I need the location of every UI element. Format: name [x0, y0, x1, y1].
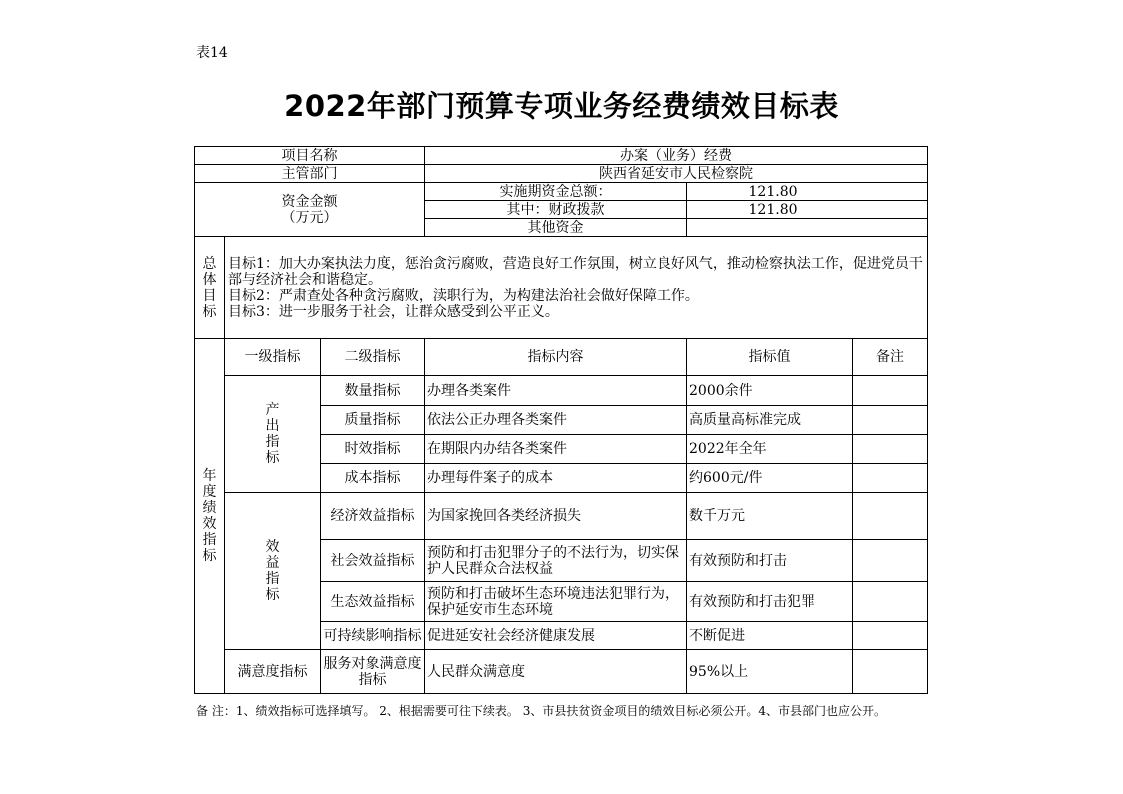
project-name-value: 办案（业务）经费 — [425, 147, 928, 165]
annual-char: 度 — [202, 484, 217, 500]
header-content: 指标内容 — [425, 339, 687, 376]
overall-goal-char: 总 — [202, 255, 217, 272]
remark-cell — [853, 540, 928, 582]
project-name-label: 项目名称 — [195, 147, 425, 165]
value-cell: 不断促进 — [687, 622, 853, 650]
output-char: 产 — [265, 402, 280, 418]
project-name-row — [195, 147, 928, 165]
content-cell: 依法公正办理各类案件 — [425, 406, 687, 435]
funds-fiscal-value: 121.80 — [687, 201, 928, 219]
remark-cell — [853, 493, 928, 540]
benefit-char: 标 — [265, 587, 280, 603]
benefit-char: 指 — [265, 571, 280, 587]
table-row — [195, 493, 928, 540]
benefit-char: 效 — [265, 539, 280, 555]
benefit-char: 益 — [265, 555, 280, 571]
funds-total-label: 实施期资金总额： — [425, 183, 687, 201]
annual-char: 指 — [202, 532, 217, 548]
output-char: 指 — [265, 434, 280, 450]
funds-other-value — [687, 219, 928, 237]
department-label: 主管部门 — [195, 165, 425, 183]
performance-target-table — [194, 146, 928, 694]
output-char: 出 — [265, 418, 280, 434]
satisfaction-level1: 满意度指标 — [225, 650, 321, 694]
level2-cell: 经济效益指标 — [321, 493, 425, 540]
content-cell: 为国家挽回各类经济损失 — [425, 493, 687, 540]
level2-cell: 数量指标 — [321, 376, 425, 406]
header-value: 指标值 — [687, 339, 853, 376]
annual-char: 绩 — [202, 500, 217, 516]
content-cell: 在期限内办结各类案件 — [425, 435, 687, 464]
goal-line-1: 目标1：加大办案执法力度，惩治贪污腐败，营造良好工作氛围，树立良好风气，推动检察执法工作，促进党员干部与经济社会和谐稳定。 — [228, 255, 923, 288]
overall-goal-char: 标 — [202, 303, 217, 320]
output-char: 标 — [265, 450, 280, 466]
funds-total-value: 121.80 — [687, 183, 928, 201]
remark-cell — [853, 406, 928, 435]
level2-cell: 可持续影响指标 — [321, 622, 425, 650]
annual-indicator-label — [195, 339, 225, 694]
content-cell: 办理每件案子的成本 — [425, 464, 687, 493]
sheet-label: 表14 — [196, 45, 228, 61]
table-row — [195, 376, 928, 406]
remark-cell — [853, 376, 928, 406]
level2-cell: 生态效益指标 — [321, 582, 425, 622]
header-remark: 备注 — [853, 339, 928, 376]
funds-label — [195, 183, 425, 237]
footnote: 备 注：1、绩效指标可选择填写。 2、根据需要可往下续表。 3、市县扶贫资金项目的绩效目标必须公开。4、市县部门也应公开。 — [196, 704, 886, 718]
remark-cell — [853, 622, 928, 650]
remark-cell — [853, 650, 928, 694]
level2-cell: 质量指标 — [321, 406, 425, 435]
content-cell: 预防和打击破坏生态环境违法犯罪行为，保护延安市生态环境 — [425, 582, 687, 622]
header-level1: 一级指标 — [225, 339, 321, 376]
department-row — [195, 165, 928, 183]
overall-goal-label — [195, 237, 225, 339]
satisfaction-value: 95%以上 — [687, 650, 853, 694]
remark-cell — [853, 435, 928, 464]
level2-cell: 时效指标 — [321, 435, 425, 464]
content-cell: 预防和打击犯罪分子的不法行为，切实保护人民群众合法权益 — [425, 540, 687, 582]
page-title: 2022年部门预算专项业务经费绩效目标表 — [284, 89, 839, 123]
satisfaction-row — [195, 650, 928, 694]
value-cell: 约600元/件 — [687, 464, 853, 493]
goal-line-2: 目标2：严肃查处各种贪污腐败，渎职行为，为构建法治社会做好保障工作。 — [228, 287, 699, 304]
header-level2: 二级指标 — [321, 339, 425, 376]
value-cell: 2000余件 — [687, 376, 853, 406]
content-cell: 促进延安社会经济健康发展 — [425, 622, 687, 650]
content-cell: 办理各类案件 — [425, 376, 687, 406]
overall-goal-char: 目 — [202, 287, 217, 304]
funds-label-line2: （万元） — [281, 209, 338, 226]
remark-cell — [853, 582, 928, 622]
level2-cell: 成本指标 — [321, 464, 425, 493]
funds-fiscal-label: 其中：财政拨款 — [425, 201, 687, 219]
level2-cell: 社会效益指标 — [321, 540, 425, 582]
benefit-indicator-label — [225, 493, 321, 650]
value-cell: 有效预防和打击 — [687, 540, 853, 582]
remark-cell — [853, 464, 928, 493]
goal-line-3: 目标3：进一步服务于社会，让群众感受到公平正义。 — [228, 303, 559, 320]
funds-label-line1: 资金金额 — [281, 193, 338, 210]
funds-total-row — [195, 183, 928, 201]
indicator-header-row — [195, 339, 928, 376]
value-cell: 2022年全年 — [687, 435, 853, 464]
annual-char: 年 — [202, 468, 217, 484]
satisfaction-content: 人民群众满意度 — [425, 650, 687, 694]
overall-goal-row — [195, 237, 928, 339]
department-value: 陕西省延安市人民检察院 — [425, 165, 928, 183]
annual-char: 效 — [202, 516, 217, 532]
funds-other-label: 其他资金 — [425, 219, 687, 237]
overall-goal-text — [225, 237, 928, 339]
value-cell: 有效预防和打击犯罪 — [687, 582, 853, 622]
overall-goal-char: 体 — [202, 271, 217, 288]
annual-char: 标 — [202, 548, 217, 564]
satisfaction-level2: 服务对象满意度指标 — [321, 650, 425, 694]
value-cell: 高质量高标准完成 — [687, 406, 853, 435]
value-cell: 数千万元 — [687, 493, 853, 540]
output-indicator-label — [225, 376, 321, 493]
